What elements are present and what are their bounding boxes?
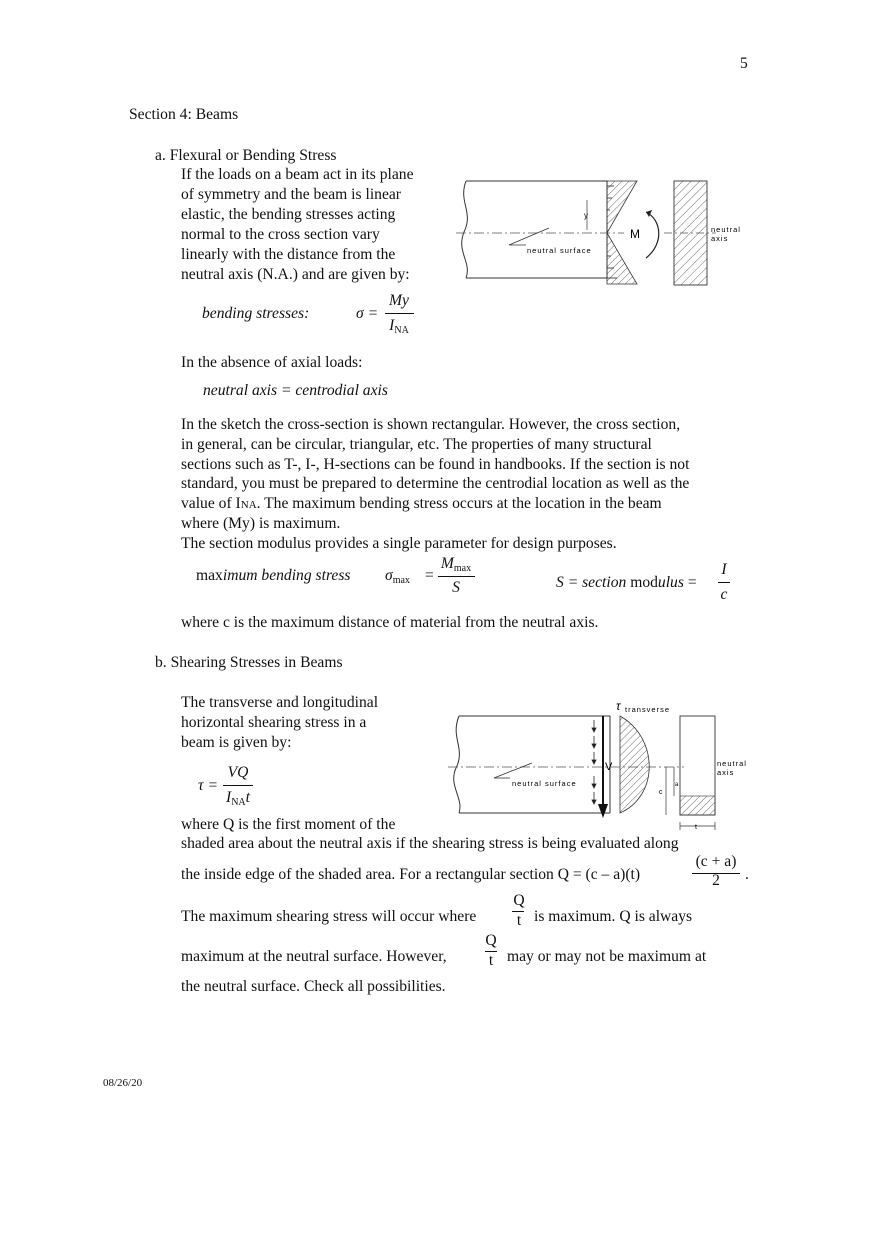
- fig-label-neutral-surface: neutral surface: [512, 779, 577, 788]
- formula-label: bending stresses:: [202, 305, 310, 322]
- section-title: Section 4: Beams: [129, 106, 239, 123]
- para-line: standard, you must be prepared to determine the centrodial location as well as the: [181, 475, 690, 492]
- fraction-numerator: VQ: [227, 764, 249, 781]
- fraction-bar: [438, 576, 475, 577]
- part-a-heading: a. Flexural or Bending Stress: [155, 147, 337, 164]
- q-numerator: Q: [485, 932, 497, 949]
- q-denominator: t: [516, 912, 522, 929]
- modulus-denominator: c: [720, 586, 728, 603]
- intro-line: If the loads on a beam act in its plane: [181, 166, 414, 183]
- mmax-denominator: S: [452, 579, 460, 596]
- intro-line: linearly with the distance from the: [181, 246, 396, 263]
- rect-numerator: (c + a): [695, 853, 737, 870]
- para-line: In the sketch the cross-section is shown rectangular. However, the cross section,: [181, 416, 681, 433]
- fig-label-M: M: [630, 227, 640, 241]
- fig-label-tau: τ: [616, 699, 621, 713]
- fig-label-neutral: neutral: [717, 759, 747, 768]
- fig-label-neutral: neutral: [711, 225, 741, 234]
- q-numerator: Q: [513, 892, 525, 909]
- fig-label-y: y: [584, 211, 588, 220]
- fraction-denominator: $I_{NA}t$: [226, 789, 250, 808]
- axis-equation: neutral axis = centrodial axis: [203, 382, 388, 399]
- where-c-text: where c is the maximum distance of material from the neutral axis.: [181, 614, 599, 631]
- intro-line: neutral axis (N.A.) and are given by:: [181, 266, 410, 283]
- fig-label-t: t: [695, 824, 697, 831]
- rect-denominator: 2: [712, 872, 720, 889]
- fraction-bar: [385, 313, 414, 314]
- fig-label-a: a: [675, 782, 679, 788]
- neutral-surface-line: maximum at the neutral surface. However,: [181, 948, 447, 965]
- where-q-line: shaded area about the neutral axis if the shearing stress is being evaluated along: [181, 835, 679, 852]
- rect-period: .: [745, 866, 749, 883]
- fig-label-axis: axis: [711, 234, 729, 243]
- intro-line: elastic, the bending stresses acting: [181, 206, 396, 223]
- para-line: The section modulus provides a single parameter for design purposes.: [181, 535, 617, 552]
- fig-label-neutral-surface: neutral surface: [527, 246, 592, 255]
- sigma-max: $\sigma_{max}$: [385, 567, 410, 586]
- para-line: in general, can be circular, triangular, etc. The properties of many structural: [181, 436, 652, 453]
- part-b-heading: b. Shearing Stresses in Beams: [155, 654, 343, 671]
- fraction-bar: [223, 785, 253, 786]
- intro-line: horizontal shearing stress in a: [181, 714, 367, 731]
- max-shear-line: The maximum shearing stress will occur where: [181, 908, 477, 925]
- para-line: sections such as T-, I-, H-sections can be found in handbooks. If the section is not: [181, 456, 690, 473]
- page-number: 5: [740, 55, 748, 72]
- intro-line: beam is given by:: [181, 734, 292, 751]
- neutral-surface-line-tail: may or may not be maximum at: [507, 948, 707, 965]
- fig-label-V: V: [605, 761, 613, 773]
- intro-line: of symmetry and the beam is linear: [181, 186, 401, 203]
- fraction-numerator: My: [389, 292, 409, 309]
- fig-label-axis: axis: [717, 768, 735, 777]
- eq-sign: =: [425, 567, 434, 584]
- modulus-numerator: I: [721, 561, 727, 578]
- mmax-numerator: $M_{max}$: [440, 555, 472, 574]
- fig-label-c: c: [659, 789, 663, 796]
- fraction-denominator: $I_{NA}$: [389, 317, 409, 336]
- shear-stress-figure: [444, 698, 759, 832]
- q-denominator: t: [488, 952, 494, 969]
- rect-section-line: the inside edge of the shaded area. For a rectangular section Q = (c – a)(t): [181, 866, 641, 883]
- tau-symbol: τ =: [198, 777, 219, 794]
- max-label: maximum bending stress: [196, 567, 351, 584]
- fraction-bar: [718, 582, 730, 583]
- para-line: where (My) is maximum.: [181, 515, 341, 532]
- para-line: value of INA. The maximum bending stress occurs at the location in the beam: [181, 495, 662, 512]
- intro-line: The transverse and longitudinal: [181, 694, 379, 711]
- intro-line: normal to the cross section vary: [181, 226, 380, 243]
- sigma-symbol: σ =: [356, 305, 379, 322]
- footer-date: 08/26/20: [103, 1077, 143, 1089]
- axial-note: In the absence of axial loads:: [181, 354, 363, 371]
- where-q-line: where Q is the first moment of the: [181, 816, 396, 833]
- max-shear-line-tail: is maximum. Q is always: [534, 908, 693, 925]
- fig-label-transverse: transverse: [625, 705, 671, 714]
- modulus-lhs: S = section modulus =: [556, 574, 697, 591]
- bending-stress-figure: [454, 172, 754, 292]
- last-line: the neutral surface. Check all possibilities.: [181, 978, 446, 995]
